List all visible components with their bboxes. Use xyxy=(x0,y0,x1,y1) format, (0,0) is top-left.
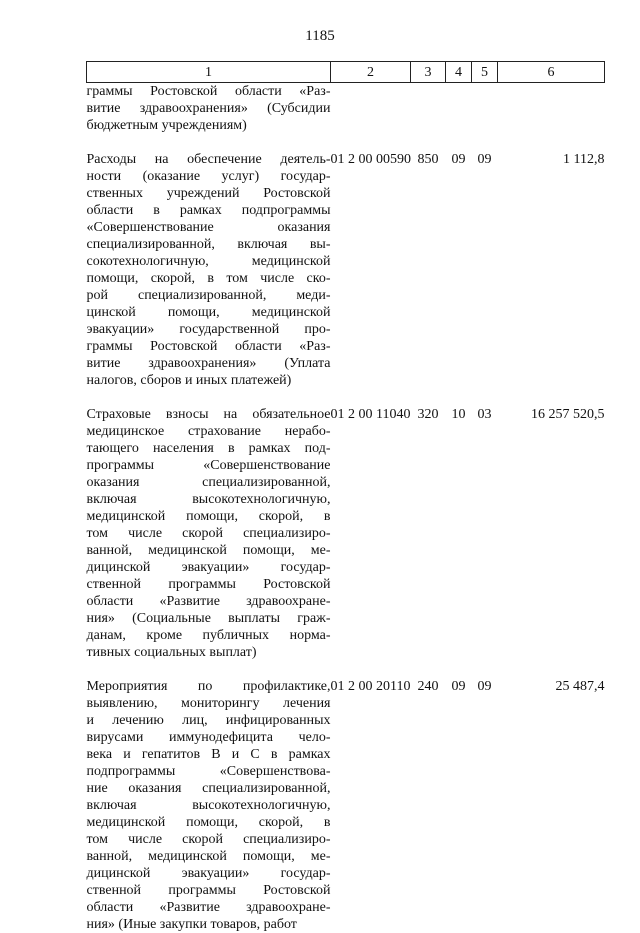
target-article-code: 01 2 00 20110 xyxy=(331,678,411,933)
description-line: данам, кроме публичных норма- xyxy=(87,627,331,644)
description-line: вирусами иммунодефицита чело- xyxy=(87,729,331,746)
description-line: медицинской помощи, скорой, в xyxy=(87,508,331,525)
description-line: ванной, медицинской помощи, ме- xyxy=(87,848,331,865)
column-header-2: 2 xyxy=(331,62,411,83)
column-header-4: 4 xyxy=(446,62,472,83)
column-header-3: 3 xyxy=(411,62,446,83)
description-line: бюджетным учреждениям) xyxy=(87,117,331,134)
amount-value: 25 487,4 xyxy=(498,678,605,933)
description-line: том числе скорой специализиро- xyxy=(87,525,331,542)
description-line: ния» (Иные закупки товаров, работ xyxy=(87,916,331,933)
table-row xyxy=(87,406,605,661)
target-article-code: 01 2 00 00590 xyxy=(331,151,411,389)
target-article-code xyxy=(331,83,411,135)
description-line: ственной программы Ростовской xyxy=(87,882,331,899)
column-header-5: 5 xyxy=(472,62,498,83)
amount-value: 1 112,8 xyxy=(498,151,605,389)
subsection-code xyxy=(472,83,498,135)
description-line: цинской помощи, медицинской xyxy=(87,304,331,321)
description-line: ственной программы Ростовской xyxy=(87,576,331,593)
description-line: выявлению, мониторингу лечения xyxy=(87,695,331,712)
description-line: дицинской эвакуации» государ- xyxy=(87,865,331,882)
description-line: тивных социальных выплат) xyxy=(87,644,331,661)
description-line: налогов, сборов и иных платежей) xyxy=(87,372,331,389)
row-description xyxy=(87,83,331,135)
description-line: медицинской помощи, скорой, в xyxy=(87,814,331,831)
subsection-code: 09 xyxy=(472,151,498,389)
description-line: ванной, медицинской помощи, ме- xyxy=(87,542,331,559)
description-line: сокотехнологичную, медицинской xyxy=(87,253,331,270)
subsection-code: 09 xyxy=(472,678,498,933)
description-line: витие здравоохранения» (Субсидии xyxy=(87,100,331,117)
row-spacer xyxy=(87,134,605,151)
description-line: программы «Совершенствование xyxy=(87,457,331,474)
column-header-6: 6 xyxy=(498,62,605,83)
description-line: «Совершенствование оказания xyxy=(87,219,331,236)
description-line: помощи, скорой, в том числе ско- xyxy=(87,270,331,287)
table-body xyxy=(87,83,605,933)
description-line: граммы Ростовской области «Раз- xyxy=(87,83,331,100)
subsection-code: 03 xyxy=(472,406,498,661)
section-code: 09 xyxy=(446,151,472,389)
description-line: граммы Ростовской области «Раз- xyxy=(87,338,331,355)
column-header-1: 1 xyxy=(87,62,331,83)
description-line: Мероприятия по профилактике, xyxy=(87,678,331,695)
description-line: ности (оказание услуг) государ- xyxy=(87,168,331,185)
description-line: ния» (Социальные выплаты граж- xyxy=(87,610,331,627)
description-line: Расходы на обеспечение деятель- xyxy=(87,151,331,168)
expense-type-code: 240 xyxy=(411,678,446,933)
row-description xyxy=(87,406,331,661)
row-description xyxy=(87,151,331,389)
section-code: 09 xyxy=(446,678,472,933)
description-line: специализированной, включая вы- xyxy=(87,236,331,253)
description-line: области в рамках подпрограммы xyxy=(87,202,331,219)
expense-type-code xyxy=(411,83,446,135)
description-line: эвакуации» государственной про- xyxy=(87,321,331,338)
description-line: ственных учреждений Ростовской xyxy=(87,185,331,202)
description-line: включая высокотехнологичную, xyxy=(87,797,331,814)
description-line: витие здравоохранения» (Уплата xyxy=(87,355,331,372)
amount-value xyxy=(498,83,605,135)
description-line: рой специализированной, меди- xyxy=(87,287,331,304)
page-number: 1185 xyxy=(0,28,640,45)
amount-value: 16 257 520,5 xyxy=(498,406,605,661)
description-line: века и гепатитов В и С в рамках xyxy=(87,746,331,763)
description-line: области «Развитие здравоохране- xyxy=(87,899,331,916)
row-spacer xyxy=(87,389,605,406)
description-line: области «Развитие здравоохране- xyxy=(87,593,331,610)
description-line: дицинской эвакуации» государ- xyxy=(87,559,331,576)
section-code xyxy=(446,83,472,135)
header-row xyxy=(87,62,605,83)
description-line: том числе скорой специализиро- xyxy=(87,831,331,848)
description-line: оказания специализированной, xyxy=(87,474,331,491)
description-line: Страховые взносы на обязательное xyxy=(87,406,331,423)
description-line: медицинское страхование нерабо- xyxy=(87,423,331,440)
row-spacer xyxy=(87,661,605,678)
description-line: ние оказания специализированной, xyxy=(87,780,331,797)
budget-table xyxy=(86,61,605,933)
table-row xyxy=(87,151,605,389)
row-description xyxy=(87,678,331,933)
description-line: и лечению лиц, инфицированных xyxy=(87,712,331,729)
description-line: включая высокотехнологичную, xyxy=(87,491,331,508)
target-article-code: 01 2 00 11040 xyxy=(331,406,411,661)
description-line: подпрограммы «Совершенствова- xyxy=(87,763,331,780)
section-code: 10 xyxy=(446,406,472,661)
table-row xyxy=(87,83,605,135)
table-row xyxy=(87,678,605,933)
expense-type-code: 320 xyxy=(411,406,446,661)
expense-type-code: 850 xyxy=(411,151,446,389)
description-line: тающего населения в рамках под- xyxy=(87,440,331,457)
